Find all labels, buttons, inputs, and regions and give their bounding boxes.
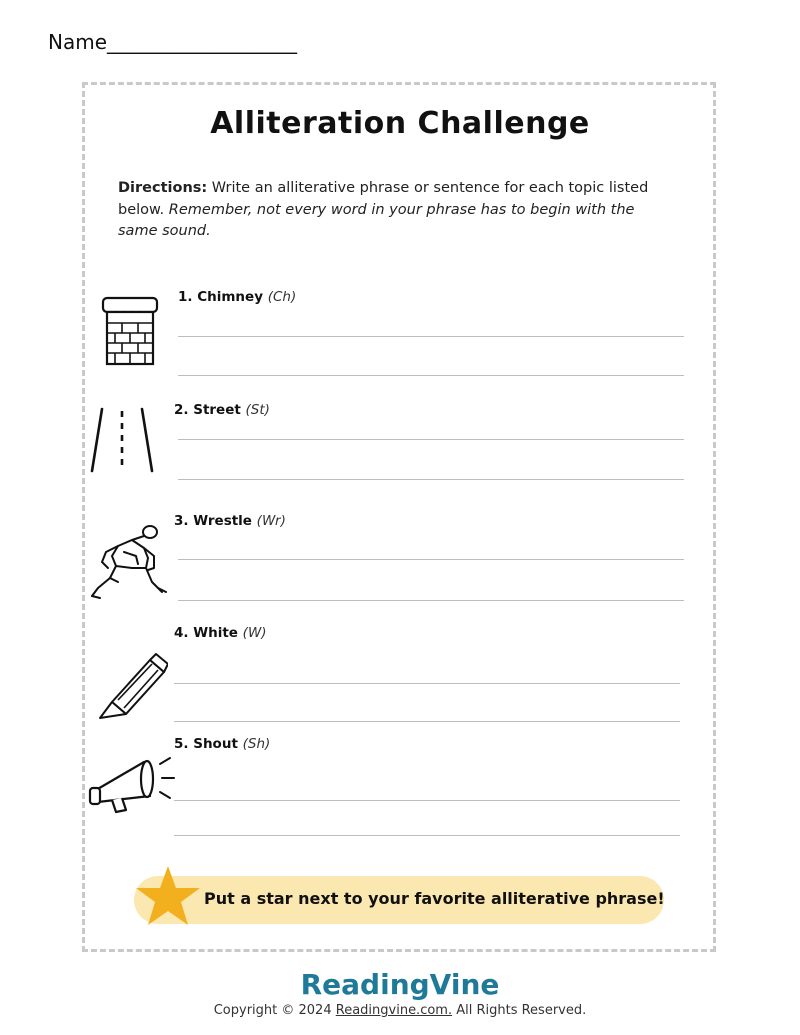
writing-line[interactable] xyxy=(174,683,680,684)
crayon-icon xyxy=(94,652,168,722)
wrestler-icon xyxy=(88,522,168,602)
writing-line[interactable] xyxy=(174,835,680,836)
chimney-icon xyxy=(100,296,160,366)
item-label-street xyxy=(174,402,270,418)
item-hint: (W) xyxy=(242,625,267,641)
item-label-shout xyxy=(174,736,270,752)
writing-line[interactable] xyxy=(174,800,680,801)
item-title: 3. Wrestle xyxy=(174,513,252,529)
road-icon xyxy=(88,405,160,475)
copyright xyxy=(0,1003,800,1018)
megaphone-icon xyxy=(88,752,178,816)
writing-line[interactable] xyxy=(178,336,684,337)
writing-line[interactable] xyxy=(178,375,684,376)
site-link[interactable]: Readingvine.com. xyxy=(335,1003,453,1018)
page-title: Alliteration Challenge xyxy=(210,106,590,141)
directions-label: Directions: xyxy=(118,180,208,196)
item-label-wrestle xyxy=(174,513,286,529)
item-title: 2. Street xyxy=(174,402,241,418)
writing-line[interactable] xyxy=(178,600,684,601)
item-title: 5. Shout xyxy=(174,736,238,752)
writing-line[interactable] xyxy=(178,439,684,440)
directions-text: Write an alliterative phrase or sentence for each topic listed below. xyxy=(118,180,649,218)
directions xyxy=(118,178,678,243)
writing-line[interactable] xyxy=(178,559,684,560)
writing-line[interactable] xyxy=(178,479,684,480)
item-hint: (Wr) xyxy=(256,513,286,529)
item-hint: (Sh) xyxy=(242,736,271,752)
tip-text: Put a star next to your favorite alliterative phrase! xyxy=(204,889,665,908)
writing-line[interactable] xyxy=(174,721,680,722)
copyright-suffix: All Rights Reserved. xyxy=(452,1003,587,1018)
item-label-chimney xyxy=(178,289,296,305)
item-hint: (St) xyxy=(245,402,270,418)
star-icon xyxy=(134,864,202,928)
copyright-prefix: Copyright © 2024 xyxy=(213,1003,336,1018)
item-label-white xyxy=(174,625,267,641)
item-title: 1. Chimney xyxy=(178,289,264,305)
directions-note: Remember, not every word in your phrase has to begin with the same sound. xyxy=(118,201,635,239)
item-title: 4. White xyxy=(174,625,238,641)
item-hint: (Ch) xyxy=(267,289,297,305)
brand-logo: ReadingVine xyxy=(300,968,500,1001)
name-field-label: Name___________________ xyxy=(48,30,298,54)
